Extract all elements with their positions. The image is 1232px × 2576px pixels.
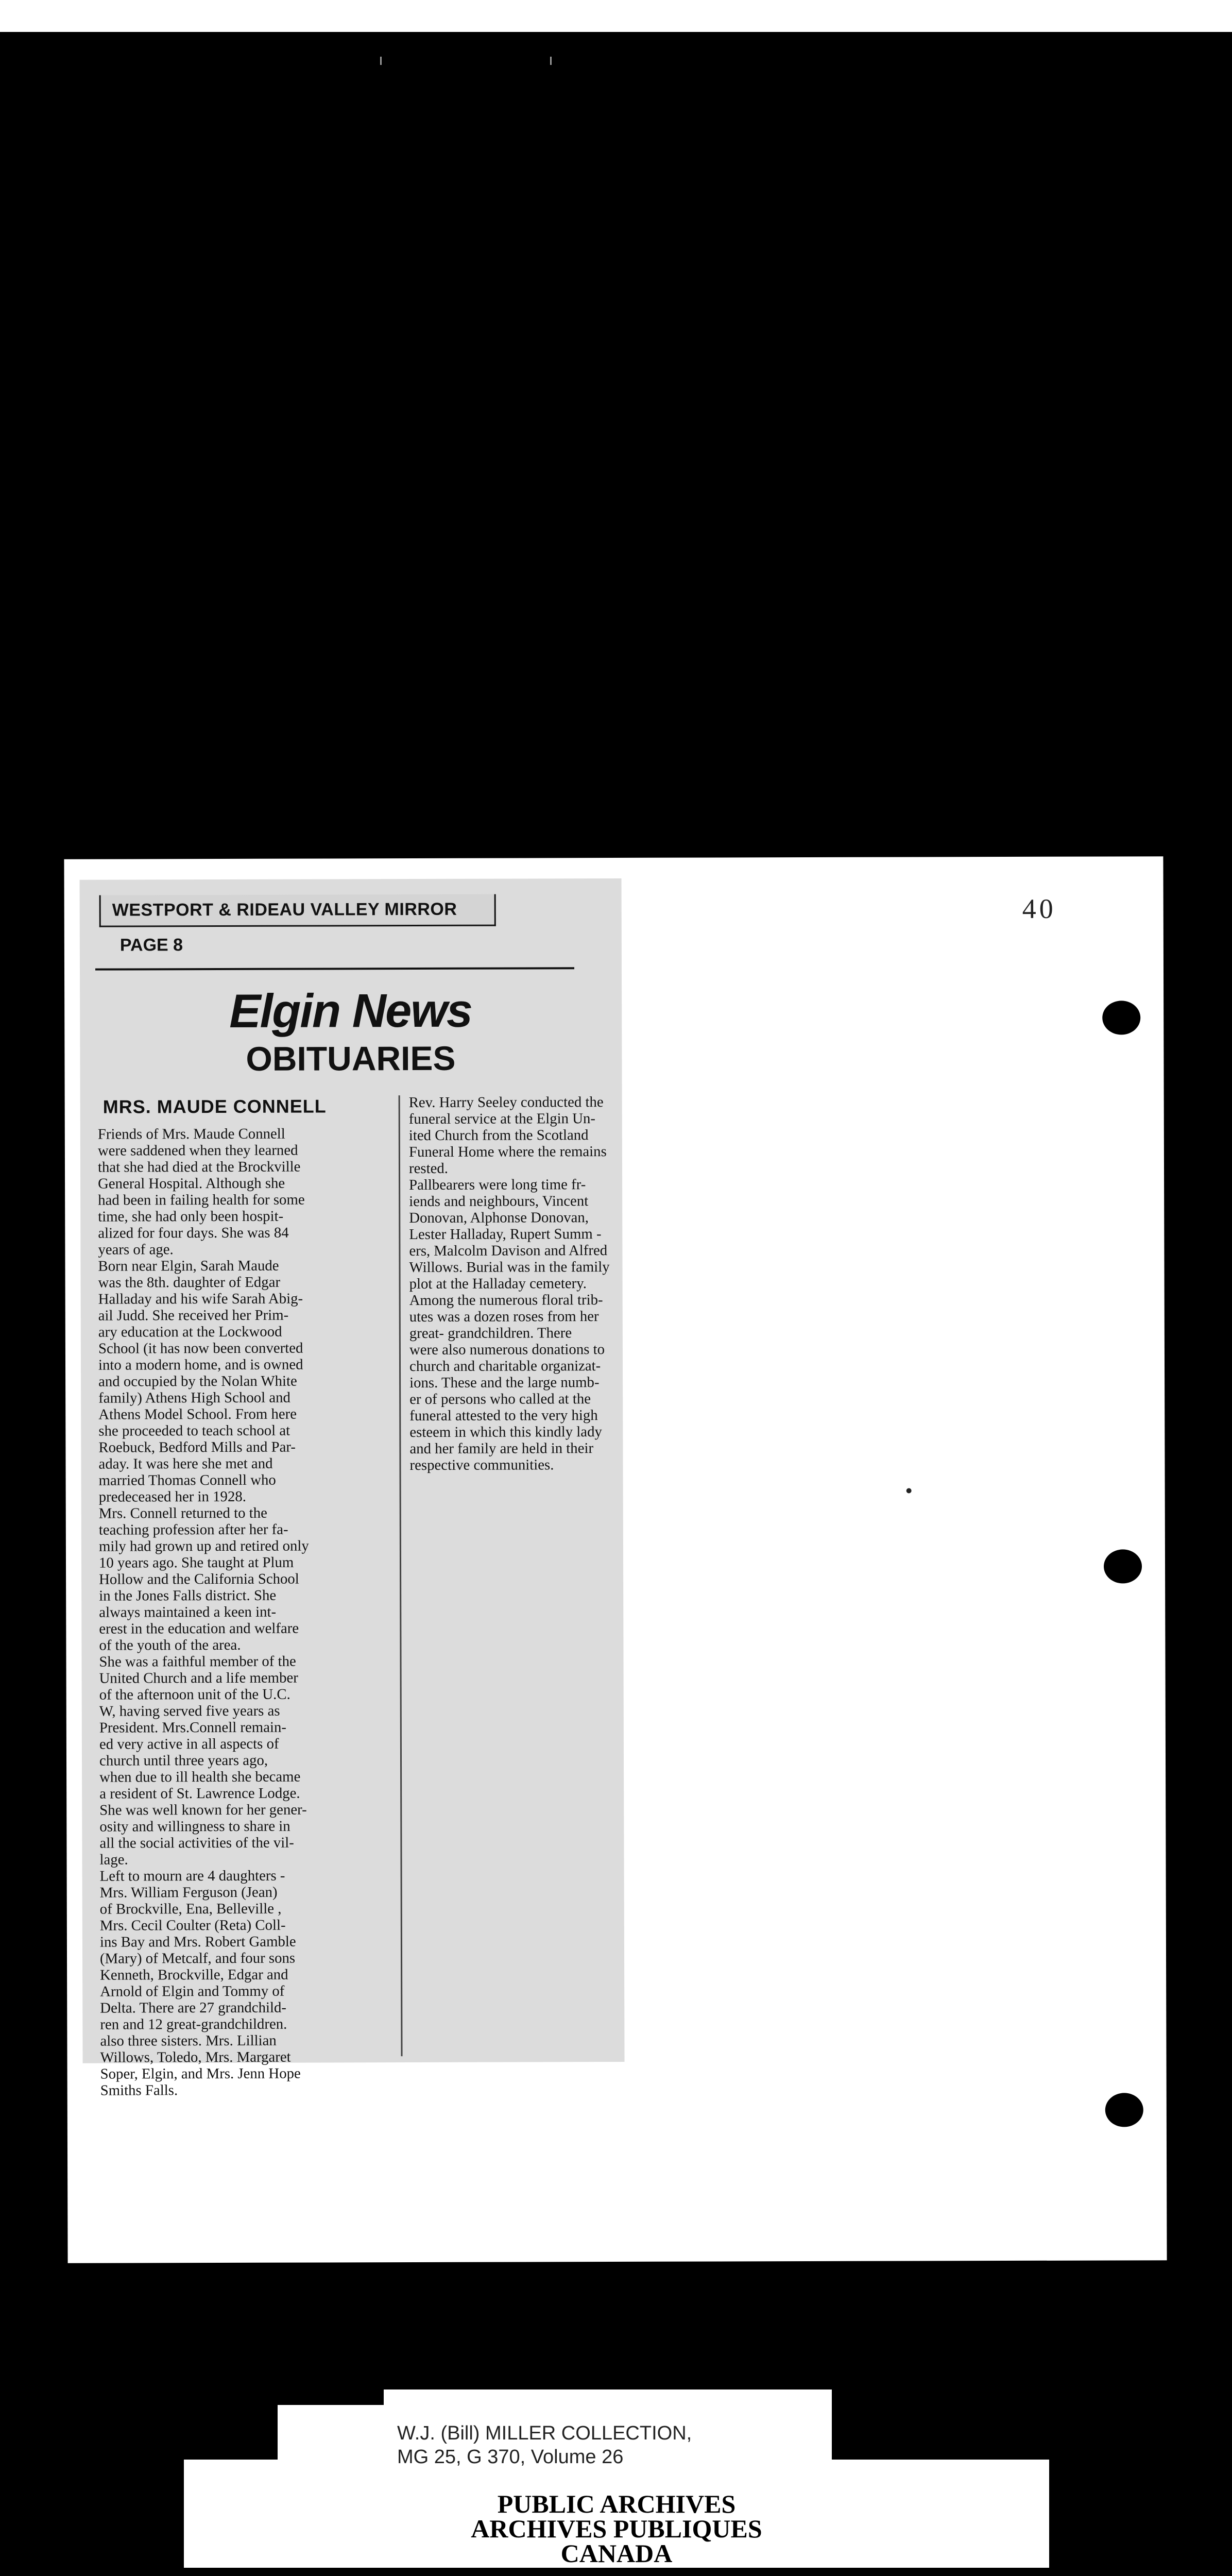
text-line: of Brockville, Ena, Belleville , <box>99 1900 282 1918</box>
text-line: was the 8th. daughter of Edgar <box>98 1274 281 1291</box>
text-line: esteem in which this kindly lady <box>409 1423 602 1441</box>
archives-line-english: PUBLIC ARCHIVES <box>497 2489 736 2518</box>
text-line: Willows, Toledo, Mrs. Margaret <box>100 2048 291 2066</box>
punch-hole <box>1102 1001 1140 1035</box>
text-line: rested. <box>408 1160 449 1177</box>
text-line: also three sisters. Mrs. Lillian <box>100 2032 277 2049</box>
text-line: utes was a dozen roses from her <box>409 1308 599 1326</box>
text-line: mily had grown up and retired only <box>98 1537 309 1555</box>
text-line: time, she had only been hospit- <box>98 1208 284 1225</box>
text-line: er of persons who called at the <box>409 1391 591 1408</box>
text-line: ited Church from the Scotland <box>408 1127 589 1144</box>
section-heading: OBITUARIES <box>246 1039 456 1078</box>
archives-line-country: CANADA <box>560 2539 673 2568</box>
text-line: married Thomas Connell who <box>98 1471 276 1489</box>
text-line: family) Athens High School and <box>98 1389 290 1406</box>
text-line: great- grandchildren. There <box>409 1325 572 1342</box>
text-line: iends and neighbours, Vincent <box>409 1193 589 1210</box>
text-line: erest in the education and welfare <box>99 1620 299 1637</box>
text-line: Friends of Mrs. Maude Connell <box>97 1125 285 1143</box>
text-line: of the youth of the area. <box>99 1636 241 1654</box>
newspaper-clipping <box>80 878 625 2099</box>
text-line: had been in failing health for some <box>98 1191 305 1209</box>
scrapbook-page <box>64 856 1167 2263</box>
text-line: Delta. There are 27 grandchild- <box>100 1999 286 2016</box>
text-line: ary education at the Lockwood <box>98 1323 282 1341</box>
text-line: Funeral Home where the remains <box>408 1143 607 1161</box>
text-line: Donovan, Alphonse Donovan, <box>409 1209 589 1227</box>
text-line: and her family are held in their <box>409 1440 594 1458</box>
obituary-left-column <box>98 1126 311 2099</box>
text-line: in the Jones Falls district. She <box>99 1587 277 1604</box>
text-line: ers, Malcolm Davison and Alfred <box>409 1242 608 1260</box>
text-line: Mrs. Cecil Coulter (Reta) Coll- <box>99 1917 286 1934</box>
text-line: Arnold of Elgin and Tommy of <box>100 1982 285 2000</box>
text-line: all the social activities of the vil- <box>99 1834 294 1852</box>
label-notch <box>832 2405 1049 2460</box>
archive-label <box>184 2405 1049 2568</box>
text-line: Left to mourn are 4 daughters - <box>99 1867 285 1885</box>
text-line: Born near Elgin, Sarah Maude <box>98 1257 279 1275</box>
text-line: funeral attested to the very high <box>409 1407 598 1425</box>
text-line: She was well known for her gener- <box>99 1801 307 1819</box>
text-line: were also numerous donations to <box>409 1341 605 1359</box>
text-line: 10 years ago. She taught at Plum <box>98 1554 294 1571</box>
text-line: respective communities. <box>409 1456 554 1474</box>
text-line: President. Mrs.Connell remain- <box>99 1719 287 1736</box>
text-line: plot at the Halladay cemetery. <box>409 1275 587 1293</box>
text-line: alized for four days. She was 84 <box>98 1224 289 1242</box>
text-line: always maintained a keen int- <box>99 1603 277 1621</box>
page-number: 40 <box>1022 893 1056 924</box>
page-label: PAGE 8 <box>119 935 183 955</box>
text-line: Soper, Elgin, and Mrs. Jenn Hope <box>100 2065 301 2082</box>
page-rule <box>95 967 574 970</box>
text-line: United Church and a life member <box>99 1669 298 1687</box>
text-line: she proceeded to teach school at <box>98 1422 290 1439</box>
text-line: teaching profession after her fa- <box>98 1521 288 1538</box>
text-line: Among the numerous floral trib- <box>409 1292 603 1309</box>
text-line: into a modern home, and is owned <box>98 1356 303 1374</box>
text-line: church until three years ago, <box>99 1752 268 1769</box>
text-line: ins Bay and Mrs. Robert Gamble <box>99 1933 296 1951</box>
scan-top-margin <box>0 0 1232 32</box>
text-line: ail Judd. She received her Prim- <box>98 1307 289 1324</box>
text-line: School (it has now been converted <box>98 1340 303 1357</box>
collection-reference: MG 25, G 370, Volume 26 <box>397 2446 624 2468</box>
newspaper-masthead: WESTPORT & RIDEAU VALLEY MIRROR <box>99 894 496 927</box>
text-line: when due to ill health she became <box>99 1768 301 1786</box>
text-line: and occupied by the Nolan White <box>98 1372 297 1390</box>
text-line: were saddened when they learned <box>97 1142 298 1159</box>
text-line: Mrs. William Ferguson (Jean) <box>99 1884 278 1901</box>
text-line: Athens Model School. From here <box>98 1405 297 1423</box>
text-line: Lester Halladay, Rupert Summ - <box>409 1226 602 1243</box>
text-line: Roebuck, Bedford Mills and Par- <box>98 1438 296 1456</box>
scan-mark <box>380 57 382 65</box>
label-notch <box>184 2405 278 2460</box>
text-line: ions. These and the large numb- <box>409 1374 600 1392</box>
text-line: Pallbearers were long time fr- <box>409 1176 586 1194</box>
text-line: W, having served five years as <box>99 1702 280 1720</box>
punch-hole <box>1105 2093 1143 2127</box>
text-line: funeral service at the Elgin Un- <box>408 1110 596 1128</box>
text-line: General Hospital. Although she <box>98 1175 285 1192</box>
text-line: Smiths Falls. <box>100 2082 178 2099</box>
obituary-right-column <box>409 1094 610 1473</box>
text-line: Kenneth, Brockville, Edgar and <box>100 1966 288 1984</box>
text-line: Mrs. Connell returned to the <box>98 1504 267 1522</box>
archives-stamp <box>184 2489 1049 2568</box>
text-line: Rev. Harry Seeley conducted the <box>408 1094 604 1111</box>
headline: Elgin News <box>229 984 472 1038</box>
collection-name: W.J. (Bill) MILLER COLLECTION, <box>397 2422 692 2444</box>
text-line: church and charitable organizat- <box>409 1358 601 1375</box>
text-line: years of age. <box>98 1241 174 1258</box>
paper-speck <box>906 1488 912 1493</box>
collection-tag <box>384 2389 832 2482</box>
text-line: (Mary) of Metcalf, and four sons <box>99 1950 296 1967</box>
text-line: that she had died at the Brockville <box>97 1158 301 1176</box>
text-line: a resident of St. Lawrence Lodge. <box>99 1785 300 1802</box>
text-line: ren and 12 great-grandchildren. <box>100 2015 287 2033</box>
punch-hole <box>1104 1549 1142 1583</box>
text-line: She was a faithful member of the <box>99 1653 296 1670</box>
column-divider <box>399 1095 403 2056</box>
text-line: predeceased her in 1928. <box>98 1488 246 1505</box>
text-line: Hollow and the California School <box>99 1570 299 1588</box>
text-line: osity and willingness to share in <box>99 1818 290 1835</box>
archives-line-french: ARCHIVES PUBLIQUES <box>471 2514 762 2543</box>
obituary-subhead: MRS. MAUDE CONNELL <box>102 1095 327 1117</box>
text-line: aday. It was here she met and <box>98 1455 273 1472</box>
text-line: ed very active in all aspects of <box>99 1735 279 1753</box>
text-line: Halladay and his wife Sarah Abig- <box>98 1290 303 1308</box>
text-line: of the afternoon unit of the U.C. <box>99 1686 290 1703</box>
text-line: lage. <box>99 1851 128 1868</box>
text-line: Willows. Burial was in the family <box>409 1259 610 1276</box>
scan-mark <box>550 57 552 65</box>
